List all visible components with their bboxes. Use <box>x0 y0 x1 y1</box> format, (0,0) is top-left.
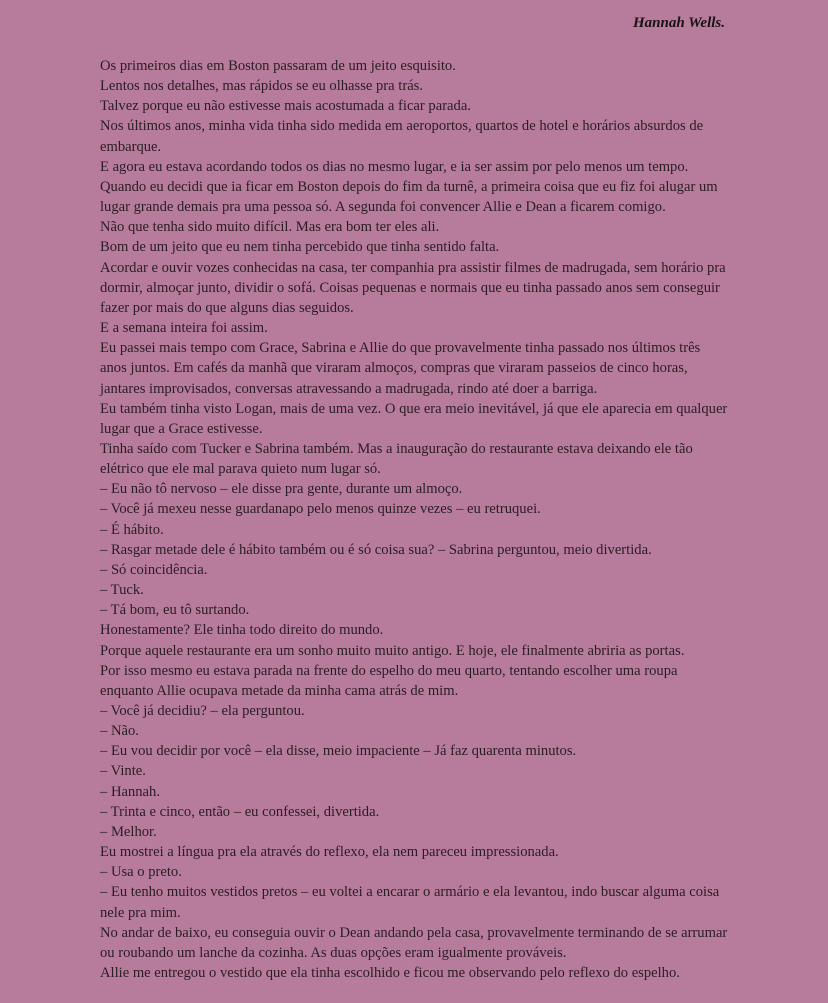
story-paragraph: E a semana inteira foi assim. <box>100 320 268 337</box>
story-paragraph: – Eu tenho muitos vestidos pretos – eu voltei a encarar o armário e ela levantou, indo buscar alguma coisa nele pra mim. <box>100 884 720 921</box>
story-paragraph: – Trinta e cinco, então – eu confessei, divertida. <box>100 803 380 820</box>
story-paragraph: – Você já mexeu nesse guardanapo pelo menos quinze vezes – eu retruquei. <box>100 501 541 518</box>
story-paragraph: Eu passei mais tempo com Grace, Sabrina e Allie do que provavelmente tinha passado nos últimos três anos juntos. Em cafés da manhã que viraram almoços, compras que viraram passeios de cinco horas, jantares improvisados, conversas atravessando a madrugada, rindo até doer a barriga. <box>100 340 701 397</box>
story-paragraph: – Tuck. <box>100 582 144 599</box>
story-paragraph: – Usa o preto. <box>100 864 182 881</box>
story-paragraph: Lentos nos detalhes, mas rápidos se eu olhasse pra trás. <box>100 78 424 95</box>
story-paragraph: Nos últimos anos, minha vida tinha sido medida em aeroportos, quartos de hotel e horários absurdos de embarque. <box>100 118 704 155</box>
story-paragraph: – Você já decidiu? – ela perguntou. <box>100 703 305 719</box>
story-paragraph: Bom de um jeito que eu nem tinha percebido que tinha sentido falta. <box>100 239 500 256</box>
story-paragraph: – Melhor. <box>100 823 157 840</box>
author-signature: Hannah Wells. <box>633 15 725 31</box>
story-paragraph: No andar de baixo, eu conseguia ouvir o Dean andando pela casa, provavelmente terminando de se arrumar ou roubando um lanche da cozinha. As duas opções eram igualmente prováveis. <box>100 924 728 961</box>
story-paragraph: Eu também tinha visto Logan, mais de uma vez. O que era meio inevitável, já que ele aparecia em qualquer lugar que a Grace estivesse. <box>100 400 728 437</box>
story-paragraph: Allie me entregou o vestido que ela tinha escolhido e ficou me observando pelo reflexo do espelho. <box>100 965 680 982</box>
story-paragraph: – Eu vou decidir por você – ela disse, meio impaciente – Já faz quarenta minutos. <box>100 743 577 760</box>
story-paragraph: Quando eu decidi que ia ficar em Boston depois do fim da turnê, a primeira coisa que eu fiz foi alugar um lugar grande demais pra uma pessoa só. A segunda foi convencer Allie e Dean a ficarem comigo. <box>100 178 718 216</box>
story-paragraph: – Rasgar metade dele é hábito também ou é só coisa sua? – Sabrina perguntou, meio divertida. <box>100 541 652 558</box>
story-paragraph: Não que tenha sido muito difícil. Mas era bom ter eles ali. <box>100 219 440 236</box>
story-paragraph: – Tá bom, eu tô surtando. <box>100 602 250 619</box>
story-paragraph: Acordar e ouvir vozes conhecidas na casa, ter companhia pra assistir filmes de madrugada, sem horário pra dormir, almoçar junto, dividir o sofá. Coisas pequenas e normais que eu tinha passado anos sem conseguir fazer por mais do que alguns dias seguidos. <box>100 259 726 316</box>
story-paragraph: – É hábito. <box>100 521 164 538</box>
story-paragraph: – Hannah. <box>100 783 160 800</box>
story-paragraph: Eu mostrei a língua pra ela através do reflexo, ela nem pareceu impressionada. <box>100 844 559 861</box>
story-text <box>100 56 730 983</box>
story-paragraph: Talvez porque eu não estivesse mais acostumada a ficar parada. <box>100 98 471 115</box>
story-paragraph: – Vinte. <box>100 763 146 780</box>
story-paragraph: Tinha saído com Tucker e Sabrina também. Mas a inauguração do restaurante estava deixando ele tão elétrico que ele mal parava quieto num lugar só. <box>100 440 693 478</box>
story-paragraph: – Eu não tô nervoso – ele disse pra gente, durante um almoço. <box>100 481 463 498</box>
story-paragraph: – Não. <box>100 723 139 740</box>
story-paragraph: – Só coincidência. <box>100 561 208 578</box>
story-paragraph: Honestamente? Ele tinha todo direito do mundo. <box>100 622 384 639</box>
story-paragraph: E agora eu estava acordando todos os dias no mesmo lugar, e ia ser assim por pelo menos um tempo. <box>100 158 689 175</box>
story-paragraph: Porque aquele restaurante era um sonho muito muito antigo. E hoje, ele finalmente abriria as portas. <box>100 642 685 659</box>
story-paragraph: Os primeiros dias em Boston passaram de um jeito esquisito. <box>100 58 456 74</box>
story-paragraph: Por isso mesmo eu estava parada na frente do espelho do meu quarto, tentando escolher uma roupa enquanto Allie ocupava metade da minha cama atrás de mim. <box>100 662 678 699</box>
